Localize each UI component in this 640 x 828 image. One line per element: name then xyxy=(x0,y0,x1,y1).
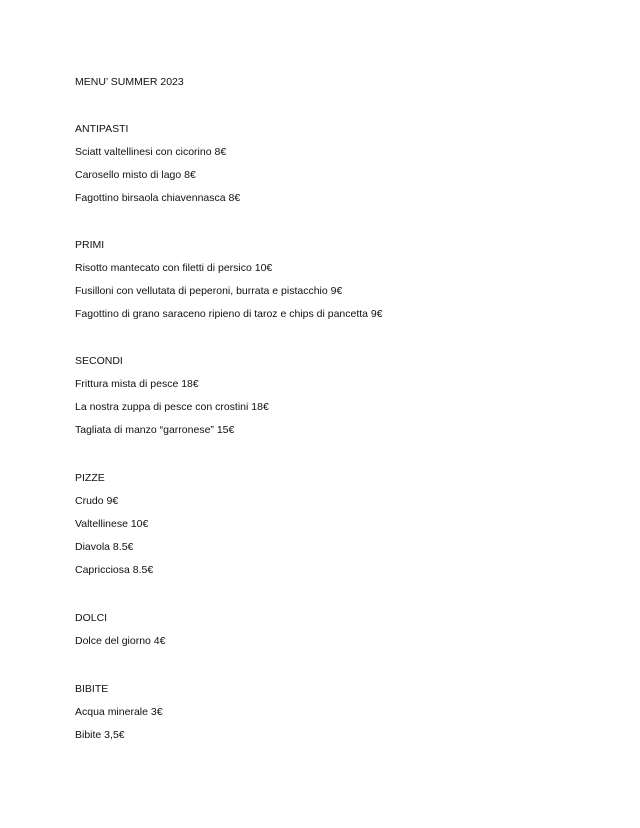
menu-item: Risotto mantecato con filetti di persico 10€ xyxy=(75,262,273,274)
section-bibite xyxy=(75,684,163,753)
section-heading: SECONDI xyxy=(75,355,123,367)
menu-item: Fusilloni con vellutata di peperoni, burrata e pistacchio 9€ xyxy=(75,285,343,297)
menu-title: MENU’ SUMMER 2023 xyxy=(75,76,184,88)
menu-item: Diavola 8.5€ xyxy=(75,541,134,553)
menu-item: Crudo 9€ xyxy=(75,495,119,507)
menu-item: Dolce del giorno 4€ xyxy=(75,635,166,647)
menu-item: Valtellinese 10€ xyxy=(75,518,149,530)
menu-item: Sciatt valtellinesi con cicorino 8€ xyxy=(75,146,227,158)
menu-item: Frittura mista di pesce 18€ xyxy=(75,378,199,390)
section-heading: PIZZE xyxy=(75,472,105,484)
section-heading: PRIMI xyxy=(75,239,105,251)
menu-item: Acqua minerale 3€ xyxy=(75,706,163,718)
menu-item: La nostra zuppa di pesce con crostini 18€ xyxy=(75,401,269,413)
section-primi xyxy=(75,240,383,332)
section-heading: BIBITE xyxy=(75,683,109,695)
menu-item: Carosello misto di lago 8€ xyxy=(75,169,196,181)
section-heading: DOLCI xyxy=(75,612,108,624)
section-secondi xyxy=(75,356,269,448)
menu-item: Bibite 3,5€ xyxy=(75,729,125,741)
menu-item: Tagliata di manzo “garronese” 15€ xyxy=(75,424,235,436)
section-dolci xyxy=(75,613,165,659)
section-antipasti xyxy=(75,124,240,216)
menu-item: Fagottino di grano saraceno ripieno di taroz e chips di pancetta 9€ xyxy=(75,308,383,320)
section-pizze xyxy=(75,473,153,588)
section-heading: ANTIPASTI xyxy=(75,123,129,135)
menu-item: Fagottino birsaola chiavennasca 8€ xyxy=(75,192,241,204)
menu-item: Capricciosa 8.5€ xyxy=(75,564,154,576)
